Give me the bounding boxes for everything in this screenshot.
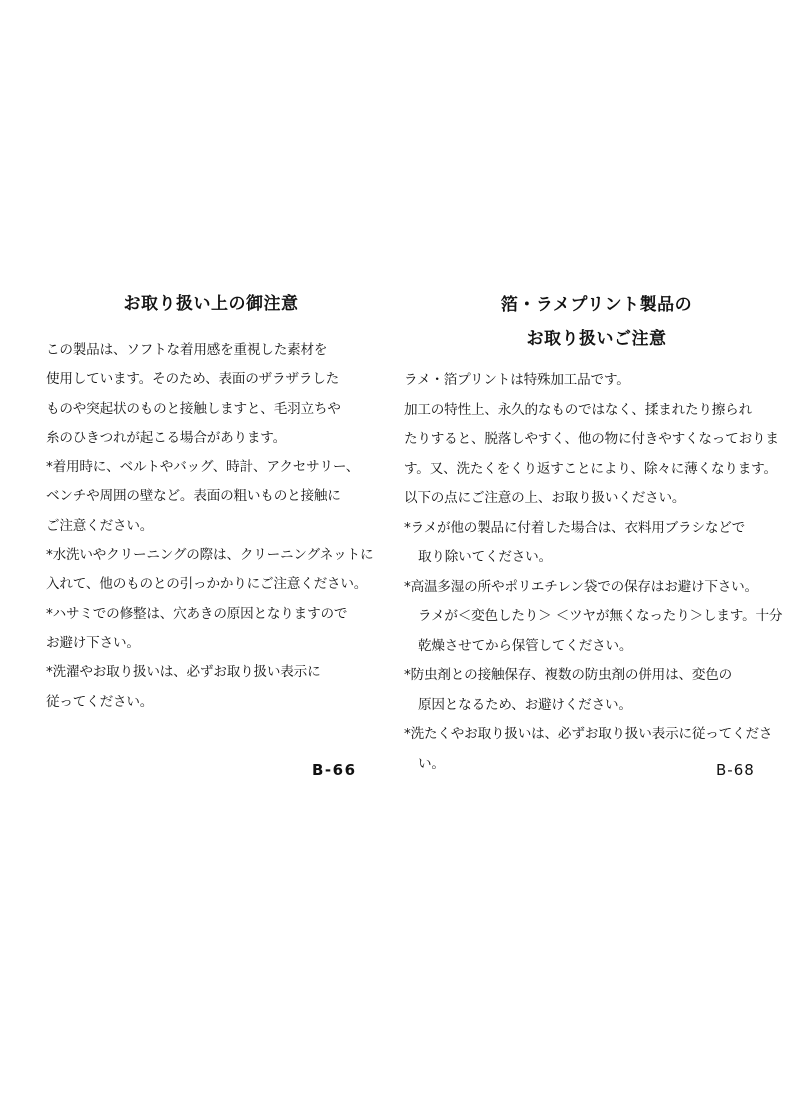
text-line: 使用しています。そのため、表面のザラザラした (46, 371, 340, 388)
text-line: い。 (418, 755, 445, 772)
text-line: 加工の特性上、永久的なものではなく、揉まれたり擦られ (404, 401, 752, 418)
text-line: この製品は、ソフトな着用感を重視した素材を (46, 342, 328, 358)
text-line: *ラメが他の製品に付着した場合は、衣料用ブラシなどで (404, 519, 746, 536)
text-line: ラメが＜変色したり＞ ＜ツヤが無くなったり＞します。十分 (418, 608, 783, 624)
care-title-right-line2: お取り扱いご注意 (526, 329, 667, 349)
text-line: ラメ・箔プリントは特殊加工品です。 (404, 372, 630, 388)
text-line: *洗濯やお取り扱いは、必ずお取り扱い表示に (46, 664, 321, 681)
care-text-right (404, 366, 789, 779)
text-line: す。又、洗たくをくり返すことにより、除々に薄くなります。 (404, 460, 777, 477)
care-card-left (46, 270, 376, 717)
care-title-right-line1: 箔・ラメプリント製品の (500, 295, 693, 315)
text-line: たりすると、脱落しやすく、他の物に付きやすくなっておりま (404, 431, 779, 447)
product-code-left: B-66 (312, 761, 357, 779)
text-line: 原因となるため、お避けください。 (418, 696, 632, 713)
text-line: 以下の点にご注意の上、お取り扱いください。 (404, 490, 686, 506)
text-line: *防虫剤との接触保存、複数の防虫剤の併用は、変色の (404, 667, 733, 683)
text-line: *水洗いやクリーニングの際は、クリーニングネットに (46, 547, 374, 564)
text-line: *ハサミでの修整は、穴あきの原因となりますので (46, 605, 348, 622)
text-line: ベンチや周囲の壁など。表面の粗いものと接触に (46, 488, 341, 505)
text-line: *着用時に、ベルトやバッグ、時計、アクセサリー、 (46, 459, 360, 476)
text-line: *高温多湿の所やポリエチレン袋での保存はお避け下さい。 (404, 578, 758, 595)
text-line: 従ってください。 (46, 693, 154, 710)
care-title-left: お取り扱い上の御注意 (123, 294, 299, 314)
text-line: 入れて、他のものとの引っかかりにご注意ください。 (46, 576, 368, 593)
text-line: 乾燥させてから保管してください。 (418, 637, 633, 654)
text-line: お避け下さい。 (46, 634, 140, 651)
text-line: *洗たくやお取り扱いは、必ずお取り扱い表示に従ってくださ (404, 726, 773, 742)
text-line: 糸のひきつれが起こる場合があります。 (46, 429, 286, 446)
text-line: ご注意ください。 (46, 517, 154, 534)
text-line: 取り除いてください。 (418, 549, 552, 565)
product-code-right: B-68 (716, 761, 755, 779)
care-card-right (404, 270, 789, 779)
care-text-left (46, 336, 376, 717)
text-line: ものや突起状のものと接触しますと、毛羽立ちや (46, 400, 341, 417)
